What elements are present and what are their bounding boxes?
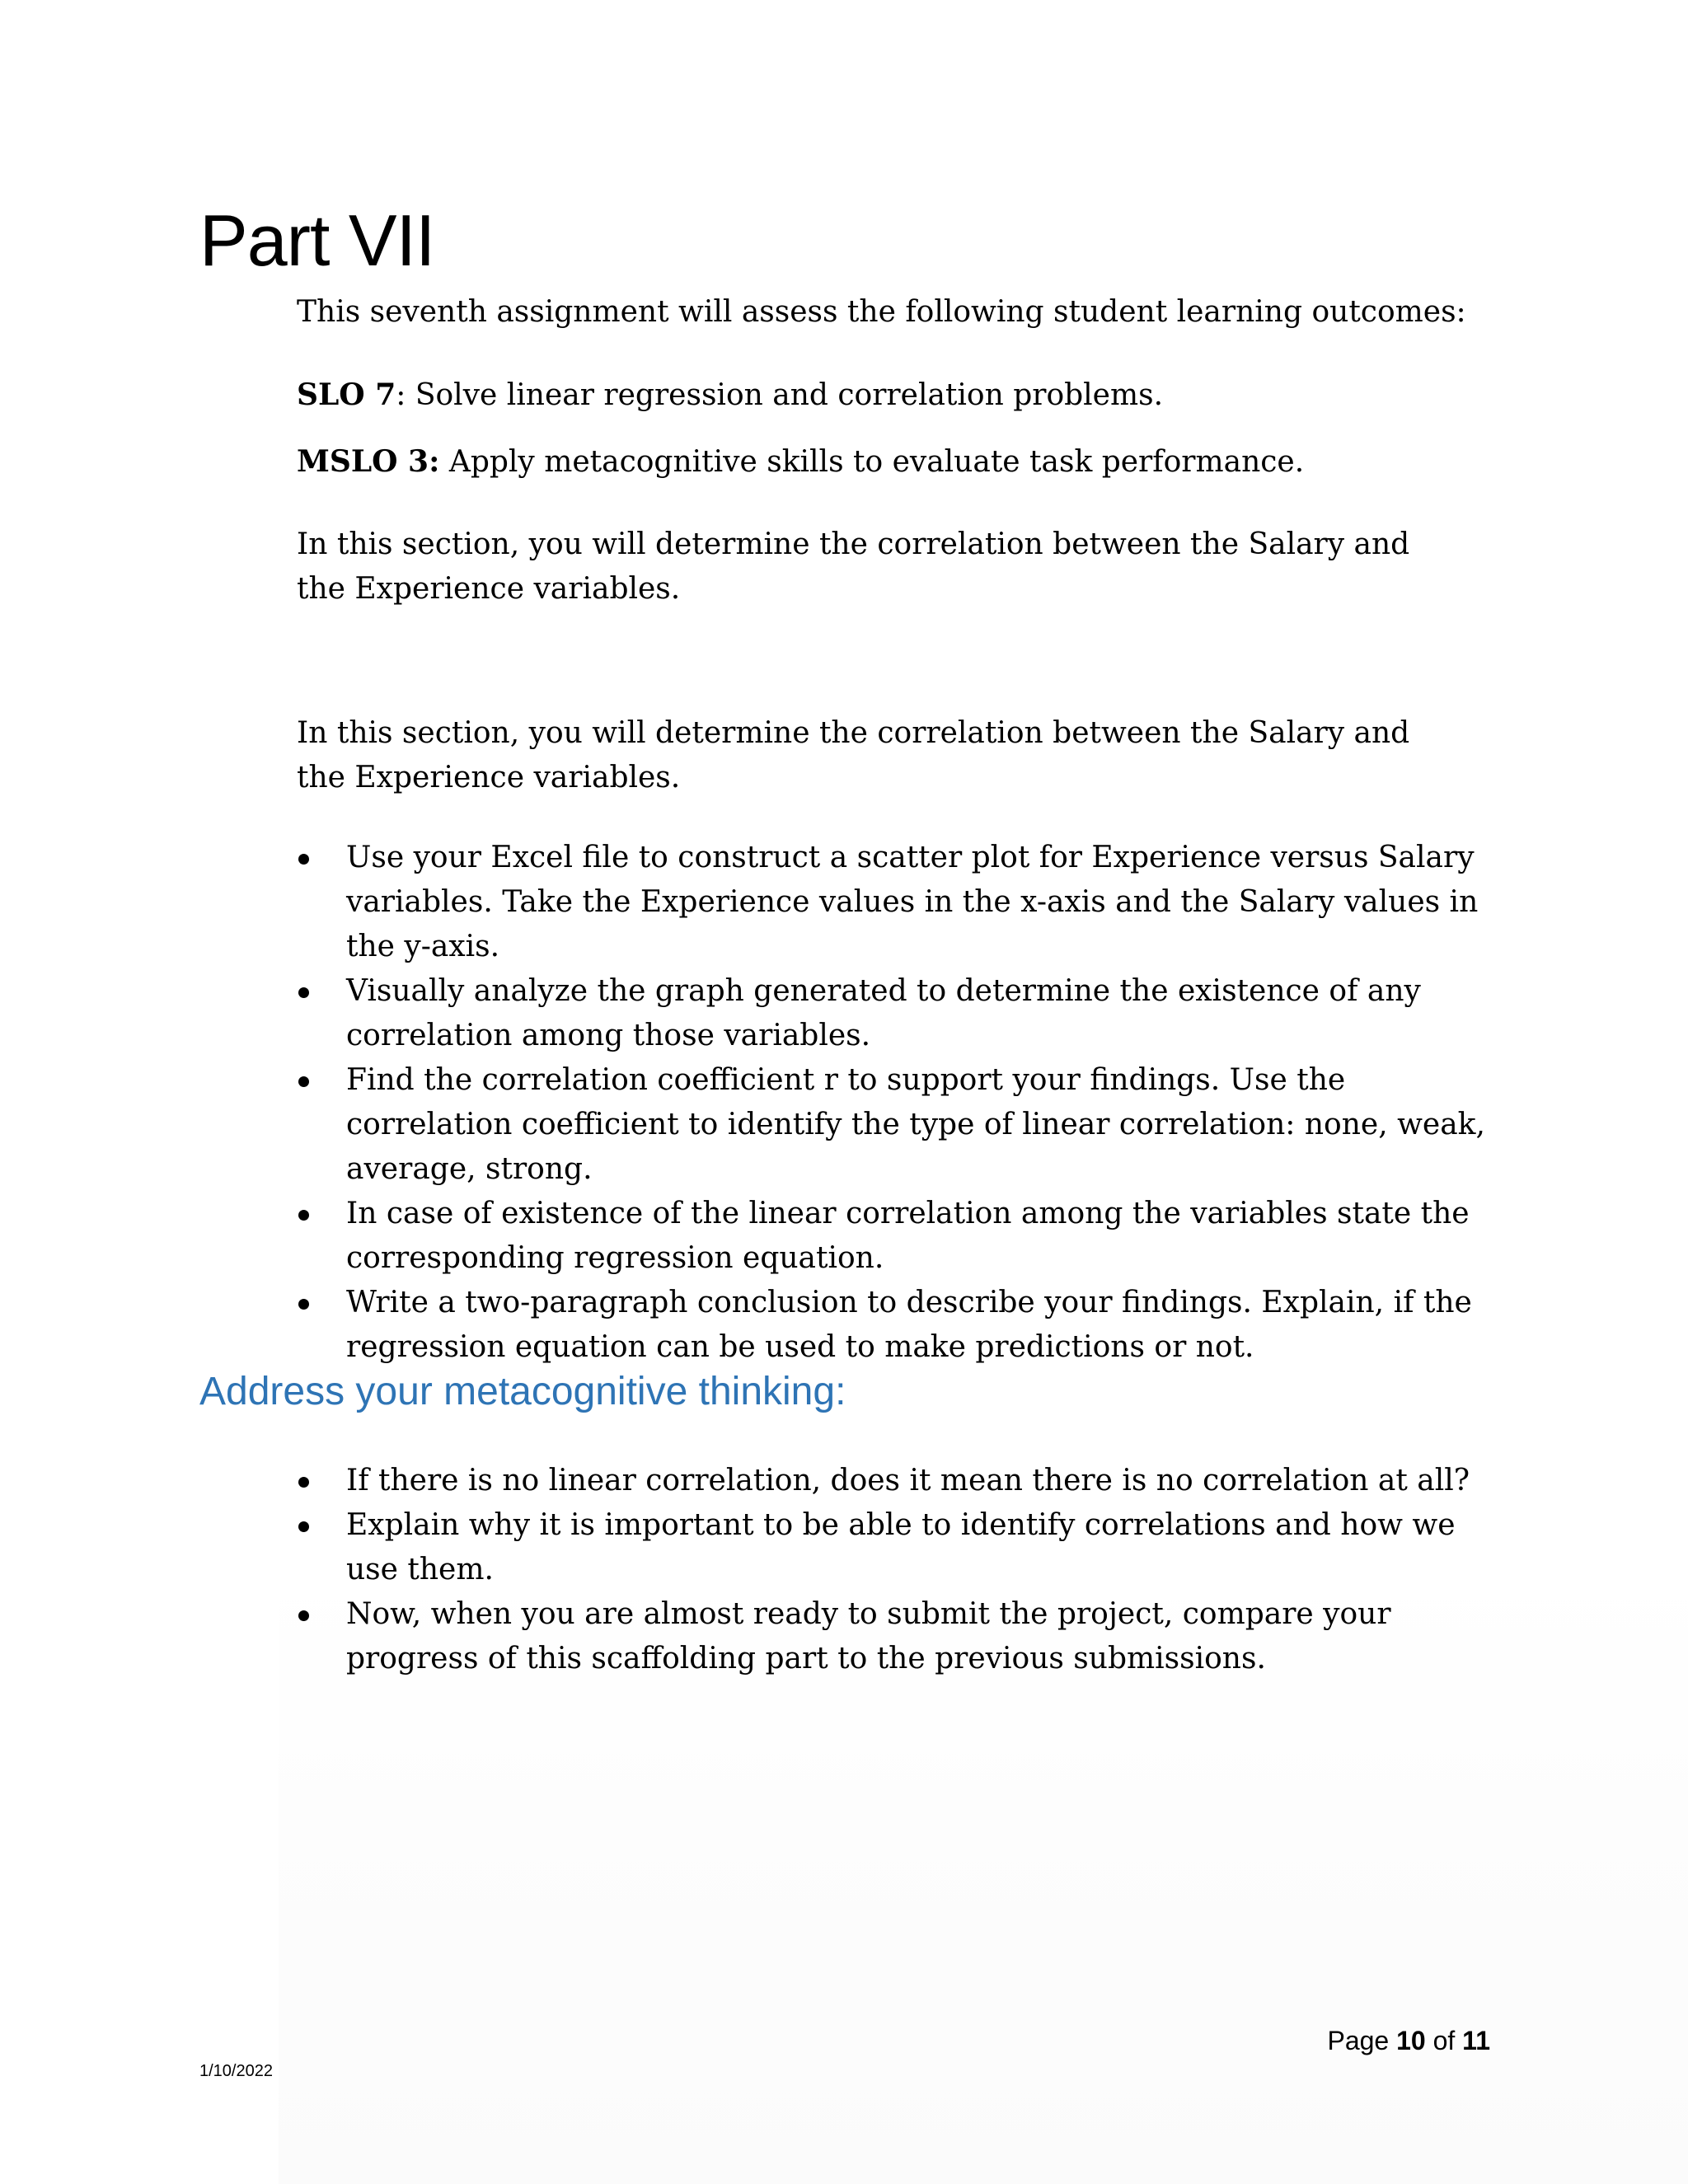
list-item: Use your Excel file to construct a scatter plot for Experience versus Salary variables. Take the Experience values in the x-axis and the Salary values in the y-axis. [297,836,1500,969]
bullet-icon [298,1210,309,1221]
list-item: Now, when you are almost ready to submit the project, compare your progress of this scaffolding part to the previous submissions. [297,1592,1500,1681]
list-item: Explain why it is important to be able to identify correlations and how we use them. [297,1503,1500,1592]
section-intro-1: In this section, you will determine the correlation between the Salary and the Experience variables. [297,527,1410,606]
page-title: Part VII [199,199,435,281]
mslo-label: MSLO 3: [297,444,440,479]
slo-label: SLO 7 [297,377,396,412]
list-item: Write a two-paragraph conclusion to describe your findings. Explain, if the regression equation can be used to make predictions or not. [297,1281,1500,1370]
list-item: In case of existence of the linear correlation among the variables state the corresponding regression equation. [297,1192,1500,1281]
bullet-icon [298,1610,309,1621]
mslo-text: Apply metacognitive skills to evaluate task performance. [439,445,1305,479]
metacognitive-list [297,1459,1500,1681]
bullet-icon [298,1477,309,1488]
intro-text: This seventh assignment will assess the following student learning outcomes: [297,295,1466,329]
mslo-line [297,439,1500,485]
metacognitive-heading: Address your metacognitive thinking: [199,1370,846,1413]
section-intro-2: In this section, you will determine the correlation between the Salary and the Experience variables. [297,716,1410,794]
list-item: Find the correlation coefficient r to support your findings. Use the correlation coefficient to identify the type of linear correlation: none, weak, average, strong. [297,1058,1500,1192]
page-number: Page 10 of 11 [1327,2026,1490,2055]
footer-date: 1/10/2022 [199,2062,273,2080]
bullet-icon [298,854,309,865]
bullet-icon [298,987,309,998]
list-item: Visually analyze the graph generated to determine the existence of any correlation among those variables. [297,969,1500,1058]
slo-text: : Solve linear regression and correlation problems. [396,378,1164,412]
bullet-icon [298,1521,309,1532]
bullet-icon [298,1076,309,1087]
task-list [297,836,1500,1370]
bullet-icon [298,1299,309,1310]
slo-line [297,373,1500,418]
list-item: If there is no linear correlation, does it mean there is no correlation at all? [297,1459,1500,1503]
